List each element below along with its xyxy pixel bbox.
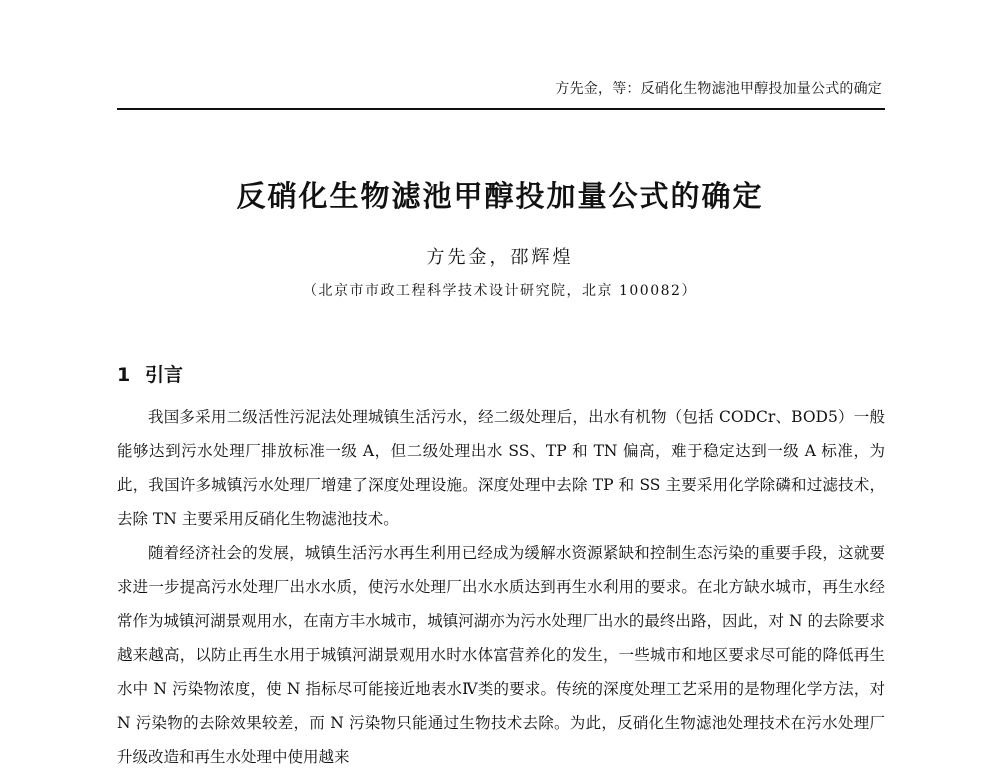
article-title: 反硝化生物滤池甲醇投加量公式的确定 [236,179,764,213]
paragraph-text: 我国多采用二级活性污泥法处理城镇生活污水，经二级处理后，出水有机物（包括 CODCr、BOD5）一般能够达到污水处理厂排放标准一级 A，但二级处理出水 SS、TP 和 TN 偏高，难于稳定达到一级 A 标准，为此，我国许多城镇污水处理厂增建了深度处理设施。深度处理中去除 TP 和 SS 主要采用化学除磷和过滤技术，去除 TN 主要采用反硝化生物滤池技术。 [117,408,885,528]
paragraph-2 [117,536,885,774]
paragraph-1 [117,400,885,536]
section-title: 引言 [145,364,184,386]
article-authors: 方先金，邵辉煌 [426,247,574,268]
running-header: 方先金，等：反硝化生物滤池甲醇投加量公式的确定 [555,81,882,97]
paragraph-text: 随着经济社会的发展，城镇生活污水再生利用已经成为缓解水资源紧缺和控制生态污染的重要手段，这就要求进一步提高污水处理厂出水水质，使污水处理厂出水水质达到再生水利用的要求。在北方缺水城市，再生水经常作为城镇河湖景观用水，在南方丰水城市，城镇河湖亦为污水处理厂出水的最终出路，因此，对 N 的去除要求越来越高，以防止再生水用于城镇河湖景观用水时水体富营养化的发生，一些城市和地区要求尽可能的降低再生水中 N 污染物浓度，使 N 指标尽可能接近地表水Ⅳ类的要求。传统的深度处理工艺采用的是物理化学方法，对 N 污染物的去除效果较差，而 N 污染物只能通过生物技术去除。为此，反硝化生物滤池处理技术在污水处理厂升级改造和再生水处理中使用越来 [117,544,885,766]
section-heading [117,360,183,387]
section-number: 1 [117,364,131,386]
header-rule [117,108,885,110]
article-affiliation: （北京市市政工程科学技术设计研究院，北京 100082） [303,283,697,299]
